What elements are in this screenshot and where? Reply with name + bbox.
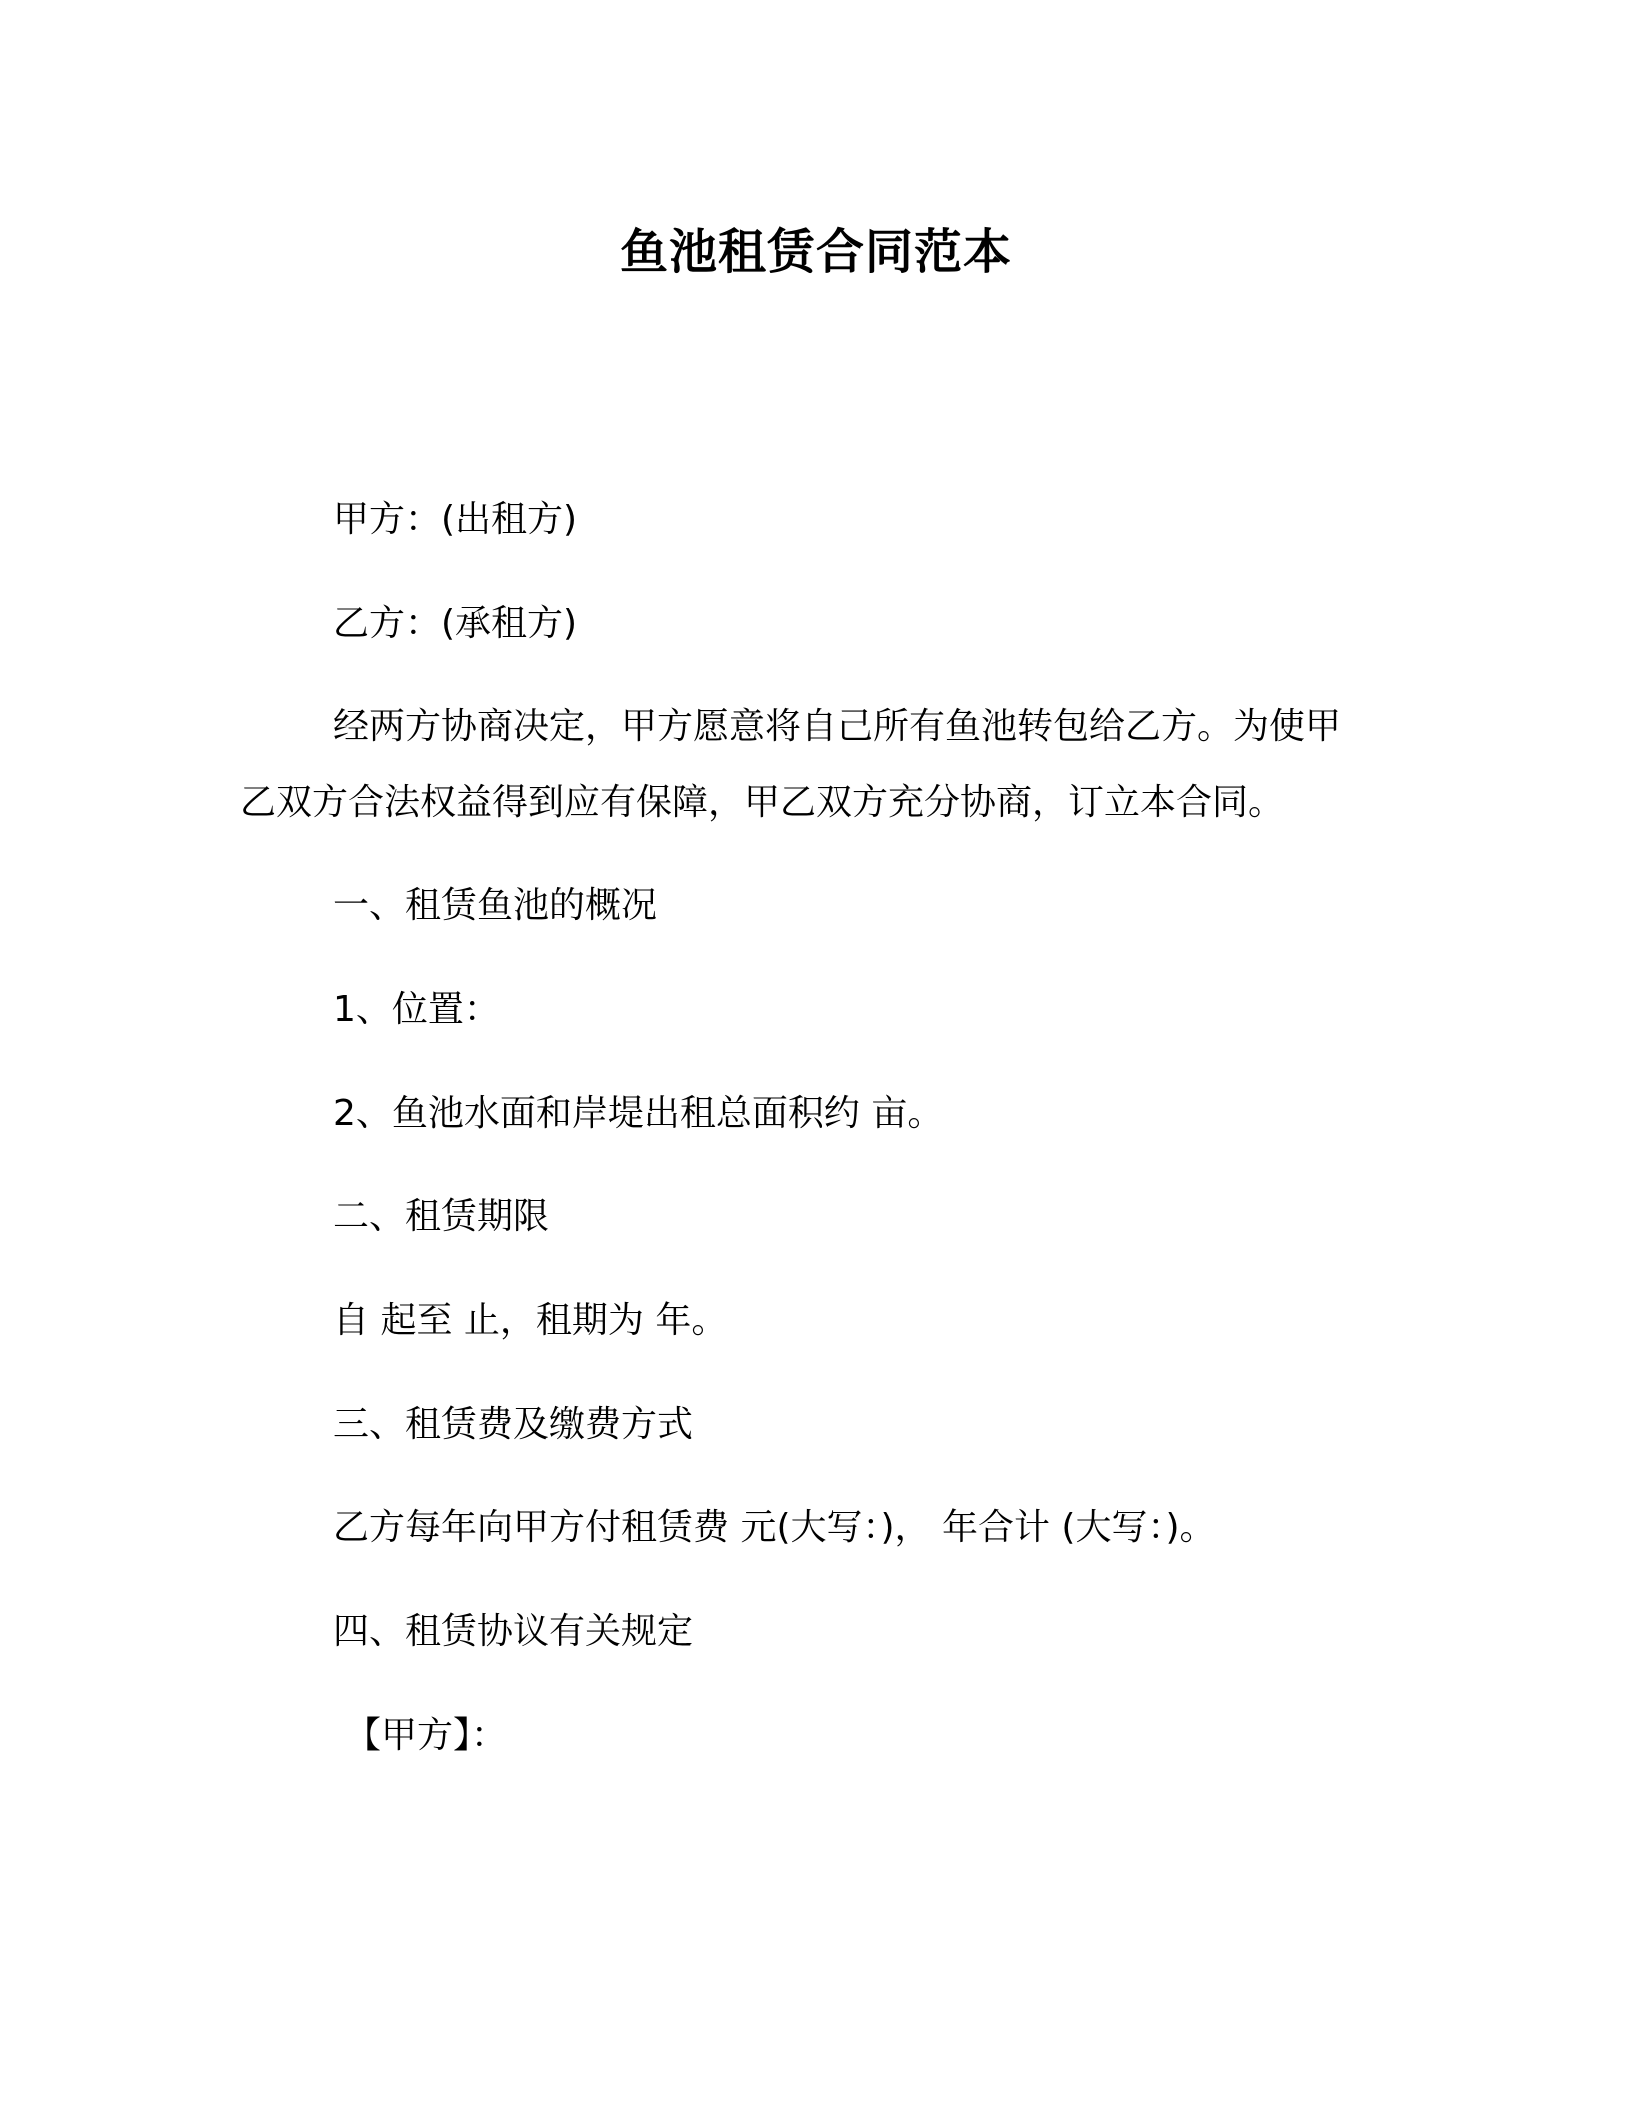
intro-paragraph-line2: 乙双方合法权益得到应有保障，甲乙双方充分协商，订立本合同。	[240, 782, 1285, 823]
section1-item2: 2、鱼池水面和岸堤出租总面积约 亩。	[333, 1093, 944, 1134]
party-a-line: 甲方：(出租方)	[333, 499, 578, 540]
section3-text: 乙方每年向甲方付租赁费 元(大写：)， 年合计 (大写：)。	[333, 1507, 1216, 1548]
section3-heading: 三、租赁费及缴费方式	[333, 1404, 694, 1445]
section4-heading: 四、租赁协议有关规定	[333, 1611, 694, 1652]
section2-text: 自 起至 止，租期为 年。	[333, 1300, 728, 1341]
party-b-line: 乙方：(承租方)	[333, 603, 578, 644]
section1-item1: 1、位置：	[333, 989, 500, 1030]
signature-label: 【甲方】：	[345, 1715, 508, 1756]
document-title: 鱼池租赁合同范本	[619, 224, 1012, 280]
section1-heading: 一、租赁鱼池的概况	[333, 885, 658, 926]
intro-paragraph-line1: 经两方协商决定，甲方愿意将自己所有鱼池转包给乙方。为使甲	[333, 706, 1342, 747]
section2-heading: 二、租赁期限	[333, 1196, 550, 1237]
